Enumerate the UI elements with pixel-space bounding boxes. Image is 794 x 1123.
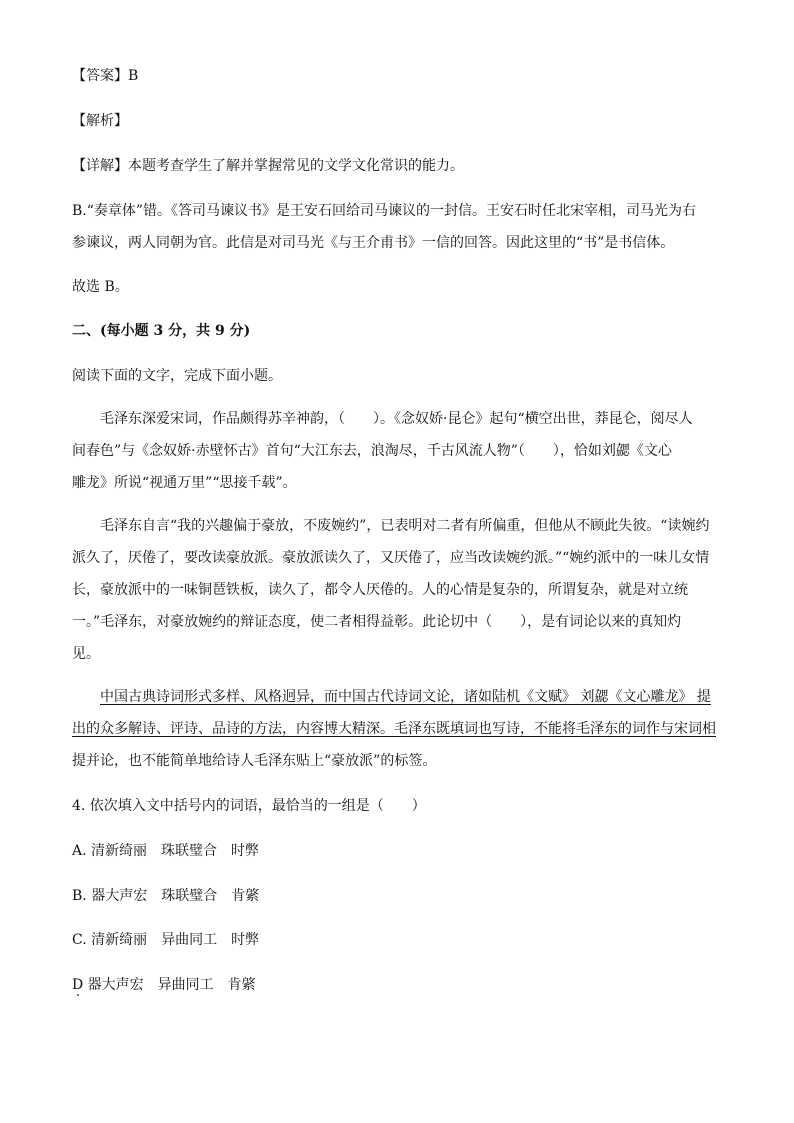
stray-mark — [77, 994, 79, 996]
option-d: D 器大声宏 异曲同工 肯綮 — [72, 977, 256, 993]
answer-label: 【答案】B — [72, 68, 139, 84]
passage-line: 长，豪放派中的一味铜琶铁板，读久了，都令人厌倦的。人的心情是复杂的，所谓复杂，就是对立统 — [72, 582, 688, 598]
underlined-span: 出的众多解诗、评诗、品诗的方法，内容博大精深。毛泽东既填词也写诗，不能将毛泽东的词作与宋词相 — [72, 721, 716, 737]
question-stem: 4. 依次填入文中括号内的词语，最恰当的一组是（ ） — [72, 798, 426, 814]
passage-line: 提并论，也不能简单地给诗人毛泽东贴上“豪放派”的标签。 — [72, 753, 437, 769]
option-c: C. 清新绮丽 异曲同工 时弊 — [72, 932, 260, 948]
passage-line-underlined — [72, 719, 716, 739]
passage-line-underlined: 中国古典诗词形式多样、风格迥异，而中国古代诗词文论，诸如陆机《文赋》 刘勰《文心雕龙》 提 — [100, 689, 711, 705]
passage-line: 派久了，厌倦了，要改读豪放派。豪放派读久了，又厌倦了，应当改读婉约派。”“婉约派中的一味儿女情 — [72, 550, 710, 566]
explanation-line: B.“奏章体”错。《答司马谏议书》是王安石回给司马谏议的一封信。王安石时任北宋宰相，司马光为右 — [72, 203, 697, 219]
option-a: A. 清新绮丽 珠联璧合 时弊 — [72, 843, 260, 859]
instruction-text: 阅读下面的文字，完成下面小题。 — [72, 368, 282, 384]
explanation-line: 参谏议，两人同朝为官。此信是对司马光《与王介甫书》一信的回答。因此这里的“书”是书信体。 — [72, 235, 675, 251]
detail-text: 【详解】本题考查学生了解并掌握常见的文学文化常识的能力。 — [72, 158, 464, 174]
passage-line: 雕龙》所说“视通万里”“思接千载”。 — [72, 475, 297, 491]
option-b: B. 器大声宏 珠联璧合 肯綮 — [72, 888, 260, 904]
passage-line: 毛泽东深爱宋词，作品颇得苏辛神韵，（ ）。《念奴娇·昆仑》起句“横空出世，莽昆仑，阅尽人 — [100, 411, 693, 427]
passage-line: 一。”毛泽东，对豪放婉约的辩证态度，使二者相得益彰。此论切中（ ），是有词论以来的真知灼 — [72, 614, 682, 630]
passage-line: 毛泽东自言“我的兴趣偏于豪放，不废婉约”，已表明对二者有所偏重，但他从不顾此失彼。“读婉约 — [100, 518, 710, 534]
passage-line: 见。 — [72, 646, 100, 662]
section-title: 二、(每小题 3 分，共 9 分) — [72, 323, 251, 339]
passage-line: 间春色”与《念奴娇·赤壁怀古》首句“大江东去，浪淘尽，千古风流人物”（ ），恰如刘勰《文心 — [72, 443, 672, 459]
conclusion-text: 故选 B。 — [72, 279, 129, 295]
analysis-label: 【解析】 — [72, 113, 128, 129]
